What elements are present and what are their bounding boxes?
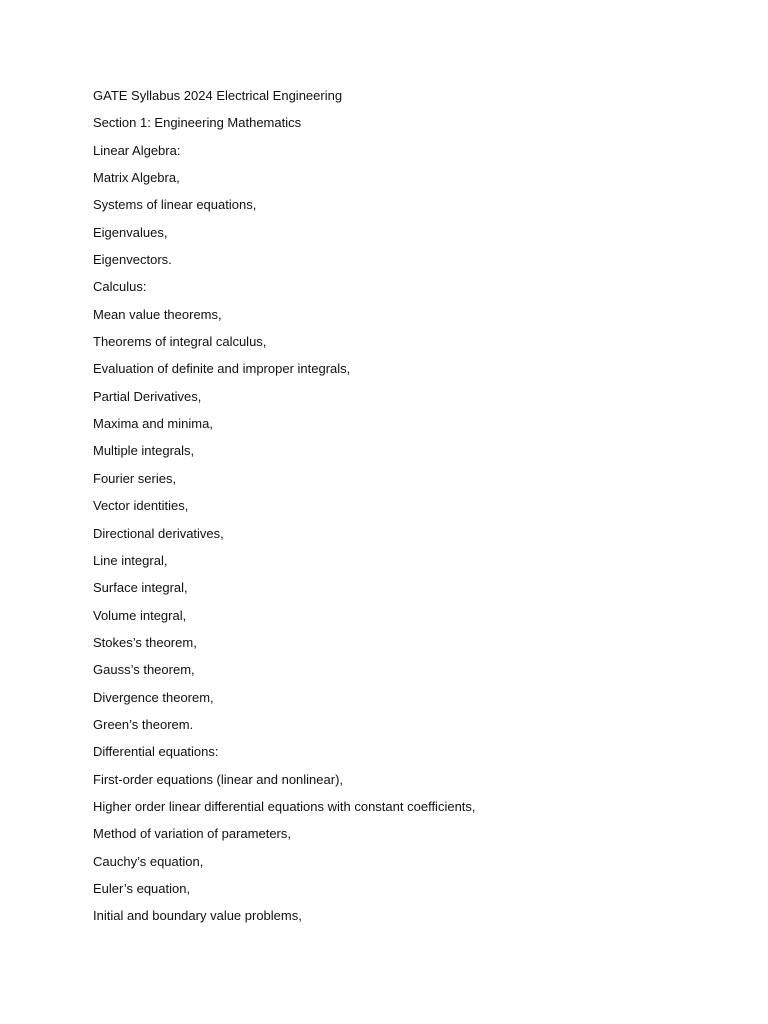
topic-item: Method of variation of parameters, [93,826,291,842]
topic-item: Fourier series, [93,470,177,486]
topic-item: Initial and boundary value problems, [93,908,302,924]
topic-item: Euler’s equation, [93,880,191,896]
topic-item: Vector identities, [93,498,189,514]
topic-item: Maxima and minima, [93,416,213,432]
document-title: GATE Syllabus 2024 Electrical Engineering [93,88,343,103]
topic-item: Stokes’s theorem, [93,634,197,650]
section-heading: Section 1: Engineering Mathematics [93,115,302,131]
topic-item: Directional derivatives, [93,525,224,541]
topic-item: Systems of linear equations, [93,197,257,213]
topic-item: Gauss’s theorem, [93,662,195,678]
topic-item: Divergence theorem, [93,689,214,705]
topic-item: First-order equations (linear and nonlinear), [93,771,344,787]
document-body [93,86,693,934]
topic-item: Cauchy’s equation, [93,853,204,869]
topic-item: Mean value theorems, [93,306,222,322]
topic-item: Partial Derivatives, [93,388,202,404]
topic-item: Line integral, [93,552,168,568]
topic-item: Matrix Algebra, [93,170,180,186]
topic-item: Evaluation of definite and improper integrals, [93,361,351,377]
topic-item: Theorems of integral calculus, [93,334,267,350]
topic-item: Higher order linear differential equations with constant coefficients, [93,798,476,814]
topic-item: Volume integral, [93,607,187,623]
topic-heading-differential-equations: Differential equations: [93,744,219,760]
topic-item: Eigenvectors. [93,252,172,268]
topic-item: Green’s theorem. [93,716,194,732]
topic-heading-linear-algebra: Linear Algebra: [93,142,181,158]
topic-heading-calculus: Calculus: [93,279,147,295]
topic-item: Multiple integrals, [93,443,195,459]
topic-item: Surface integral, [93,580,188,596]
topic-item: Eigenvalues, [93,224,168,240]
